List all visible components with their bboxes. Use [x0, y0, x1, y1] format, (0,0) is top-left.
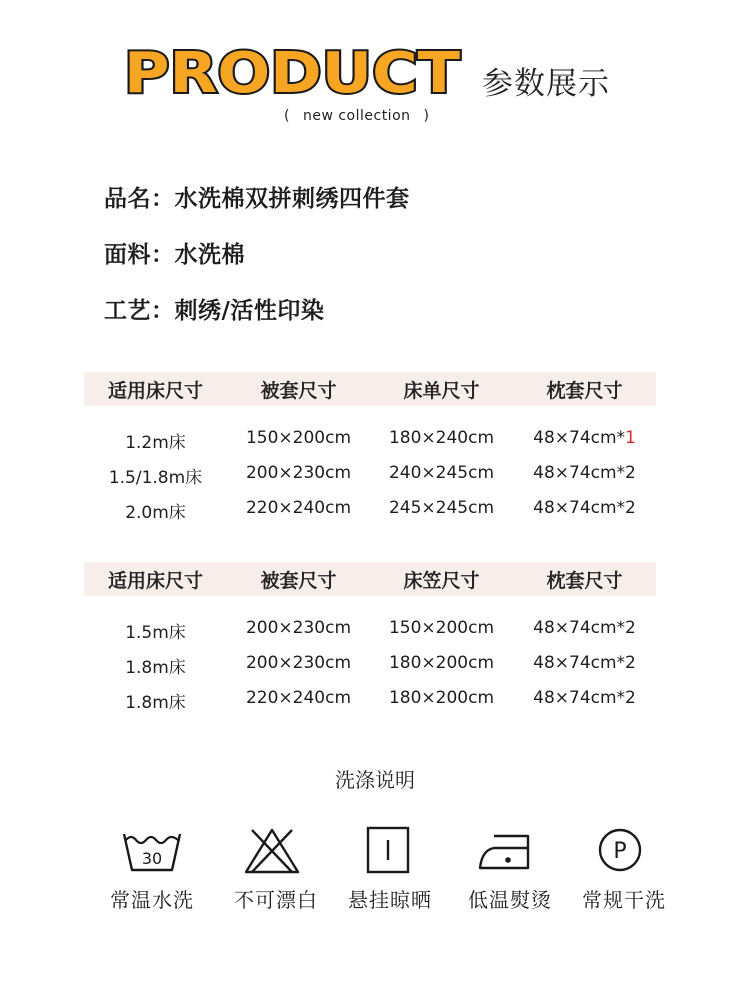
cell-pillow: 48×74cm*2: [533, 498, 636, 518]
cell-bed: 2.0m床: [125, 503, 186, 523]
info-label: 面料：: [104, 242, 175, 268]
header-sheet-size: 床单尺寸: [403, 379, 480, 402]
cell-pillow: 48×74cm*2: [533, 688, 636, 708]
collection-paren-open: (: [284, 108, 290, 124]
cell-duvet: 200×230cm: [245, 618, 352, 638]
wash-temp-text: 30: [141, 849, 163, 868]
iron-low-icon: [448, 826, 568, 874]
cell-sheet: 180×200cm: [388, 653, 495, 673]
table-row: [84, 463, 656, 488]
header-duvet-size: 被套尺寸: [260, 379, 337, 402]
size-table-2: [84, 562, 656, 712]
care-label-wash: 常温水洗: [110, 888, 194, 912]
cell-sheet: 245×245cm: [388, 498, 495, 518]
cell-pillow: [513, 428, 656, 453]
cell-bed: 1.8m床: [125, 658, 186, 678]
cell-bed: 1.5m床: [125, 623, 186, 643]
cell-bed: 1.8m床: [125, 693, 186, 713]
header-duvet-size: 被套尺寸: [260, 569, 337, 592]
cell-bed: 1.5/1.8m床: [108, 468, 203, 488]
header-pillow-size: 枕套尺寸: [546, 379, 623, 402]
table-header: [84, 372, 656, 406]
pillow-count: 1: [625, 428, 636, 448]
cell-pillow: 48×74cm*2: [533, 463, 636, 483]
cell-bed: 1.2m床: [125, 433, 186, 453]
table-row: [84, 688, 656, 713]
header-subtitle: 参数展示: [482, 66, 610, 102]
cell-sheet: 150×200cm: [388, 618, 495, 638]
product-word: PRODUCT: [124, 41, 460, 104]
cell-duvet: 200×230cm: [245, 653, 352, 673]
info-craft: [104, 292, 324, 325]
table-row: [84, 498, 656, 523]
dry-letter: P: [613, 839, 627, 864]
care-title: 洗涤说明: [335, 768, 415, 792]
cell-duvet: 220×240cm: [245, 498, 352, 518]
info-value: 刺绣/活性印染: [174, 298, 325, 324]
product-logo: [118, 40, 468, 104]
table-row: [84, 653, 656, 678]
cell-sheet: 180×200cm: [388, 688, 495, 708]
care-label-iron: 低温熨烫: [468, 888, 552, 912]
header-fitted-sheet-size: 床笠尺寸: [403, 569, 480, 592]
line-dry-icon: [328, 826, 448, 874]
care-label-dryclean: 常规干洗: [582, 888, 666, 912]
cell-pillow: 48×74cm*2: [533, 618, 636, 638]
cell-duvet: 220×240cm: [245, 688, 352, 708]
info-label: 品名：: [104, 186, 175, 212]
info-product-name: [104, 180, 410, 213]
cell-pillow: 48×74cm*2: [533, 653, 636, 673]
wash-30-icon: [92, 826, 212, 874]
care-label-bleach: 不可漂白: [234, 888, 318, 912]
header-pillow-size: 枕套尺寸: [546, 569, 623, 592]
header-bed-size: 适用床尺寸: [107, 379, 203, 402]
info-fabric: [104, 236, 245, 269]
size-table-1: [84, 372, 656, 522]
table-row: [84, 428, 656, 453]
collection-text: new collection: [302, 108, 411, 124]
collection-paren-close: ): [423, 108, 430, 124]
care-label-dry: 悬挂晾晒: [348, 888, 432, 912]
cell-sheet: 180×240cm: [388, 428, 495, 448]
table-row: [84, 618, 656, 643]
cell-sheet: 240×245cm: [388, 463, 495, 483]
info-value: 水洗棉: [174, 242, 245, 268]
cell-duvet: 200×230cm: [245, 463, 352, 483]
collection-tagline: [276, 108, 437, 124]
header-bed-size: 适用床尺寸: [107, 569, 203, 592]
cell-duvet: 150×200cm: [245, 428, 352, 448]
table-header: [84, 562, 656, 596]
pillow-size: 48×74cm*: [533, 428, 626, 448]
no-bleach-icon: [212, 826, 332, 874]
info-label: 工艺：: [104, 298, 175, 324]
info-value: 水洗棉双拼刺绣四件套: [174, 186, 410, 212]
dry-clean-p-icon: [560, 826, 680, 874]
